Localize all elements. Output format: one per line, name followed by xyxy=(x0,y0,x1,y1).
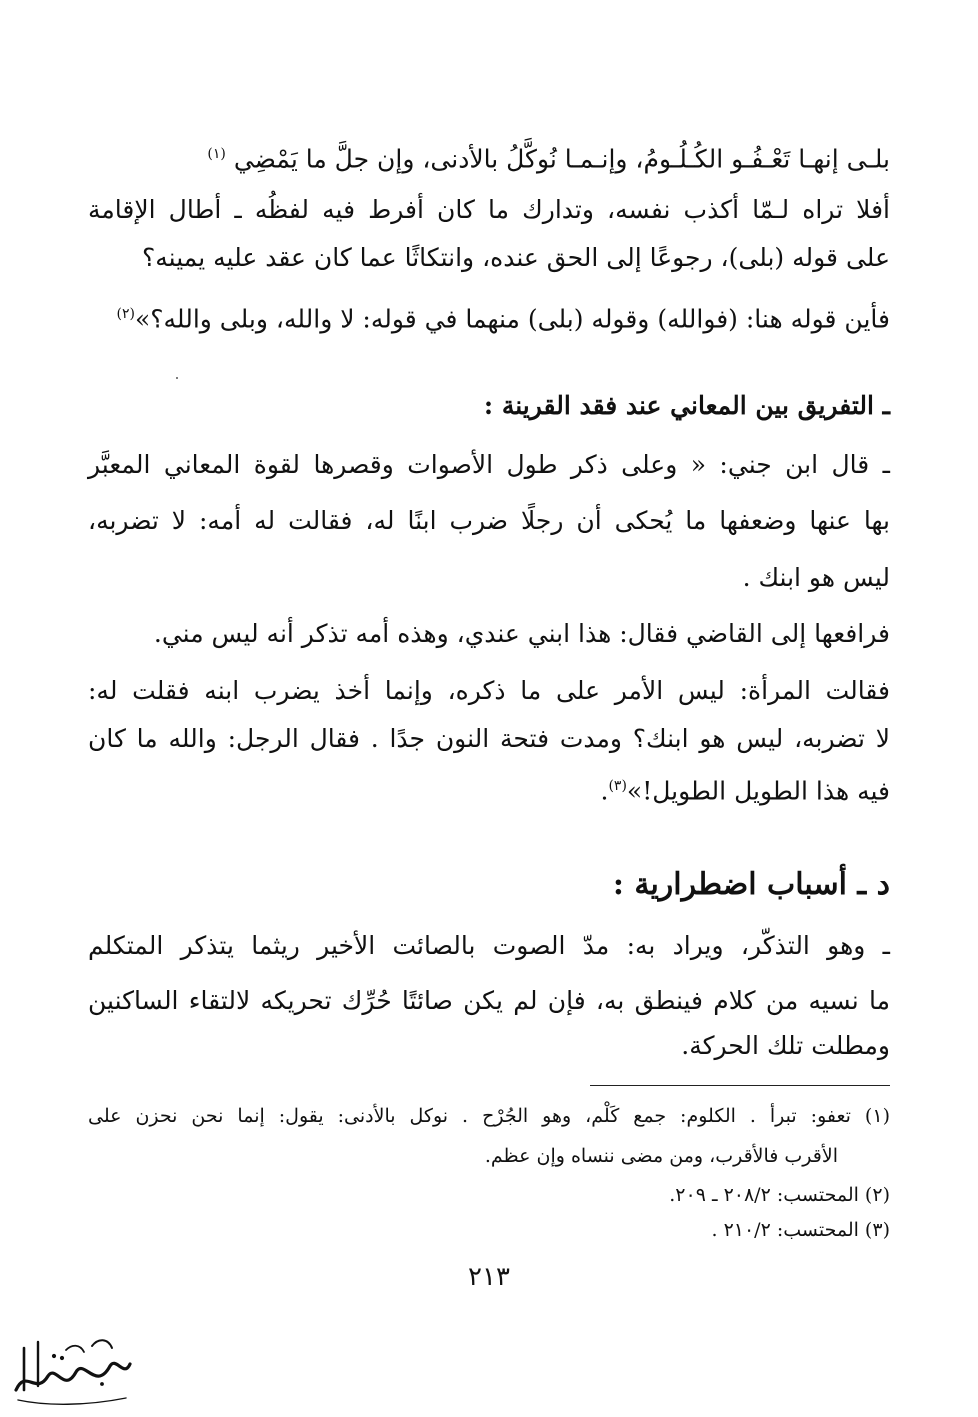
paragraph-3-line-3: ليس هو ابنك . xyxy=(742,563,890,592)
paragraph-1-line-1: أفلا تراه لـمّا أكذب نفسه، وتدارك ما كان أفرط فيه لفظُه ـ أطال الإقامة xyxy=(88,195,890,224)
paragraph-3-line-2: بها عنها وضعفها ما يُحكى أن رجلًا ضرب ابنًا له، فقالت له أمه: لا تضربه، xyxy=(88,506,890,535)
footnote-1-line-2: الأقرب فالأقرب، ومن مضى ننساه وإن عظم. xyxy=(484,1145,838,1167)
paragraph-3-line-1: ـ قال ابن جني: « وعلى ذكر طول الأصوات وقصرها لقوة المعاني المعبَّر xyxy=(88,450,890,479)
paragraph-6-line-1: ـ وهو التذكّر، ويراد به: مدّ الصوت بالصائت الأخير ريثما يتذكر المتكلم xyxy=(88,931,890,960)
footnote-ref-2: (٢) xyxy=(116,306,135,322)
paragraph-6-line-2: ما نسيه من كلام فينطق به، فإن لم يكن صائتًا حُرِّك تحريكه لالتقاء الساكنين xyxy=(88,986,890,1015)
publisher-stamp-logo xyxy=(6,1328,136,1408)
footnote-2: (٢) المحتسب: ٢٠٨/٢ ـ ٢٠٩. xyxy=(669,1184,890,1206)
footnote-ref-1: (١) xyxy=(207,146,226,162)
speck xyxy=(176,377,178,379)
section-heading-1: ـ التفريق بين المعاني عند فقد القرينة : xyxy=(483,391,890,420)
paragraph-6-line-3: ومطلت تلك الحركة. xyxy=(681,1031,890,1060)
footnote-1-line-1: (١) تعفو: تبرأ . الكلوم: جمع كَلْم، وهو الجُرْح . نوكل بالأدنى: يقول: إنما نحن نحزن على xyxy=(88,1105,890,1127)
paragraph-5-end: . xyxy=(600,776,609,806)
page-number: ٢١٣ xyxy=(468,1262,510,1292)
section-heading-2: د ـ أسباب اضطرارية : xyxy=(612,867,890,902)
verse-line xyxy=(88,138,890,175)
paragraph-2-line-1 xyxy=(88,298,890,335)
paragraph-5-line-3 xyxy=(88,770,890,807)
paragraph-5-line-2: لا تضربه، ليس هو ابنك؟ ومدت فتحة النون جدًا . فقال الرجل: والله ما كان xyxy=(88,724,890,753)
footnote-divider xyxy=(590,1085,890,1086)
footnote-ref-3: (٣) xyxy=(608,778,627,794)
paragraph-1-line-2: على قوله (بلى)، رجوعًا إلى الحق عنده، وانتكاثًا عما كان عقد عليه يمينه؟ xyxy=(142,243,890,272)
paragraph-5-line-1: فقالت المرأة: ليس الأمر على ما ذكره، وإنما أخذ يضرب ابنه فقلت له: xyxy=(88,676,890,705)
footnote-3: (٣) المحتسب: ٢١٠/٢ . xyxy=(711,1219,890,1241)
paragraph-4-line-1: فرافعها إلى القاضي فقال: هذا ابني عندي، وهذه أمه تذكر أنه ليس مني. xyxy=(153,619,890,648)
paragraph-5-text: فيه هذا الطويل الطويل!» xyxy=(626,776,890,806)
verse-text: بلـى إنهـا تَعْـفُـو الكُـلُـومُ، وإنـمـا نُوكَّلُ بالأدنى، وإن جلَّ ما يَمْضِي xyxy=(233,144,890,174)
paragraph-2-text: فأين قوله هنا: (فوالله) وقوله (بلى) منهما في قوله: لا والله، وبلى والله؟» xyxy=(134,304,890,334)
